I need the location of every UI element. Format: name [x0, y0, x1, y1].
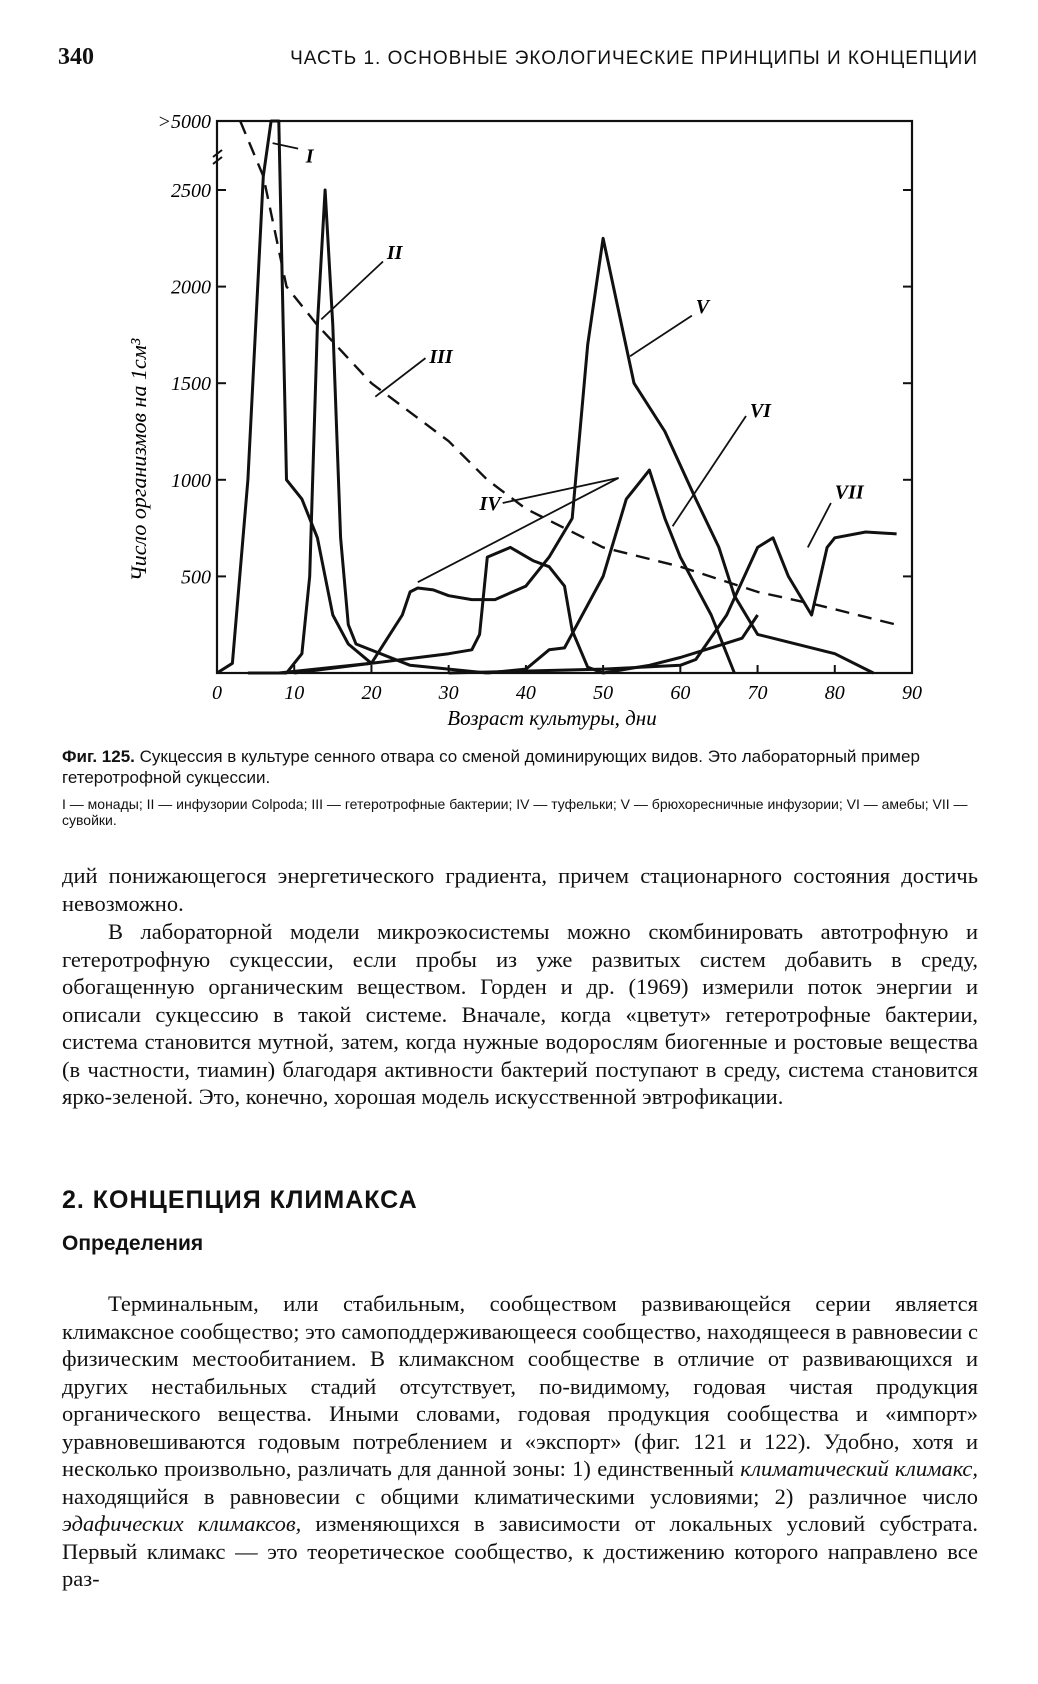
sub-heading: Определения: [62, 1232, 204, 1255]
x-tick-label: 50: [593, 682, 614, 704]
paragraph-3: [62, 1290, 978, 1593]
leader-line-III: [375, 358, 425, 397]
paragraph-3-term-1: климатический климакс,: [740, 1456, 978, 1481]
curve-label-IV: IV: [479, 492, 501, 515]
series-line-III: [240, 121, 896, 625]
paragraph-1: дий понижающегося энергетического градиента, причем стационарного состояния достичь невозможно.: [62, 863, 978, 916]
caption-text: Сукцессия в культуре сенного отвара со сменой доминирующих видов. Это лабораторный пример гетеротрофной сукцессии.: [62, 747, 920, 787]
annotation-layer: [273, 143, 865, 582]
section-heading: 2. КОНЦЕПЦИЯ КЛИМАКСА: [62, 1186, 418, 1214]
y-tick-label: 2000: [171, 276, 211, 299]
paragraph-3-part-1: Терминальным, или стабильным, сообществом развивающейся серии является климаксное сообщество; это самоподдерживающееся сообщество, находящееся в равновесии с физическим местообитанием. В климаксном сообществе в отличие от развивающихся и других нестабильных стадий отсутствует, по-видимому, годовая чистая продукция органического вещества. Иными словами, годовая продукция сообщества и «импорт» уравновешиваются годовым потреблением и «экспорт» (фиг. 121 и 122). Удобно, хотя и несколько произвольно, различать для данной зоны: 1) единственный: [62, 1291, 978, 1481]
leader-line-V: [630, 316, 692, 357]
y-axis-ticks: [158, 111, 913, 588]
curve-label-VII: VII: [834, 481, 864, 504]
curve-label-II: II: [386, 241, 403, 264]
series-line-II: [248, 190, 487, 673]
y-tick-label: 2500: [171, 180, 211, 202]
y-tick-label: >5000: [157, 111, 211, 133]
x-tick-label: 90: [902, 682, 922, 704]
x-tick-label: 40: [515, 682, 536, 704]
paragraph-3-term-2: эдафических климаксов,: [62, 1511, 302, 1536]
x-tick-label: 20: [361, 682, 382, 704]
x-axis-label: Возраст культуры, дни: [447, 706, 657, 730]
x-tick-label: 60: [670, 682, 691, 704]
caption-legend: I — монады; II — инфузории Colpoda; III — гетеротрофные бактерии; IV — туфельки; V — брюхоресничные инфузории; VI — амебы; VII — сувойки.: [62, 796, 968, 828]
paragraph-3-part-2: находящийся в равновесии с общими климатическими условиями; 2) различное число: [62, 1483, 978, 1509]
x-tick-label: 30: [438, 682, 459, 704]
leader-line-IV: [418, 478, 619, 582]
curve-label-VI: VI: [749, 400, 771, 423]
leader-line-VII: [808, 503, 831, 547]
series-layer: [217, 121, 897, 673]
curve-label-I: I: [305, 145, 314, 168]
x-tick-label: 10: [284, 682, 305, 704]
y-tick-label: 500: [181, 566, 211, 589]
curve-label-III: III: [429, 346, 453, 369]
x-tick-label: 80: [824, 682, 845, 704]
x-tick-label: 70: [747, 682, 768, 704]
y-tick-label: 1500: [171, 373, 211, 396]
y-tick-label: 1000: [171, 469, 211, 492]
y-axis-label: Число организмов на 1см³: [126, 338, 151, 582]
series-line-IV: [294, 238, 873, 673]
succession-chart: [0, 0, 1038, 740]
figure-caption: [62, 746, 978, 828]
series-line-I: [217, 121, 371, 673]
paragraph-2: В лабораторной модели микроэкосистемы можно скомбинировать автотрофную и гетеротрофную сукцессии, если пробы из уже развитых систем добавить в среду, обогащенную органическим веществом. Горден и др. (1969) измерили поток энергии и описали сукцессию в такой системе. Вначале, когда «цветут» гетеротрофные бактерии, система становится мутной, затем, когда нужные водорослям биогенные и ростовые вещества (в частности, тиамин) благодаря активности бактерий поступают в среду, система становится ярко-зеленой. Это, конечно, хорошая модель искусственной эвтрофикации.: [62, 919, 978, 1109]
running-head: ЧАСТЬ 1. ОСНОВНЫЕ ЭКОЛОГИЧЕСКИЕ ПРИНЦИПЫ И КОНЦЕПЦИИ: [290, 48, 978, 69]
caption-main: [62, 746, 978, 788]
x-tick-label: 0: [212, 682, 222, 704]
curve-label-V: V: [695, 295, 710, 318]
caption-label: Фиг. 125.: [62, 747, 135, 766]
page-number: 340: [58, 44, 94, 70]
paragraph-3-part-3: изменяющихся в зависимости от локальных условий субстрата. Первый климакс — это теоретическое сообщество, к достижению которого направлено все раз-: [62, 1511, 978, 1591]
leader-line-I: [273, 143, 299, 149]
